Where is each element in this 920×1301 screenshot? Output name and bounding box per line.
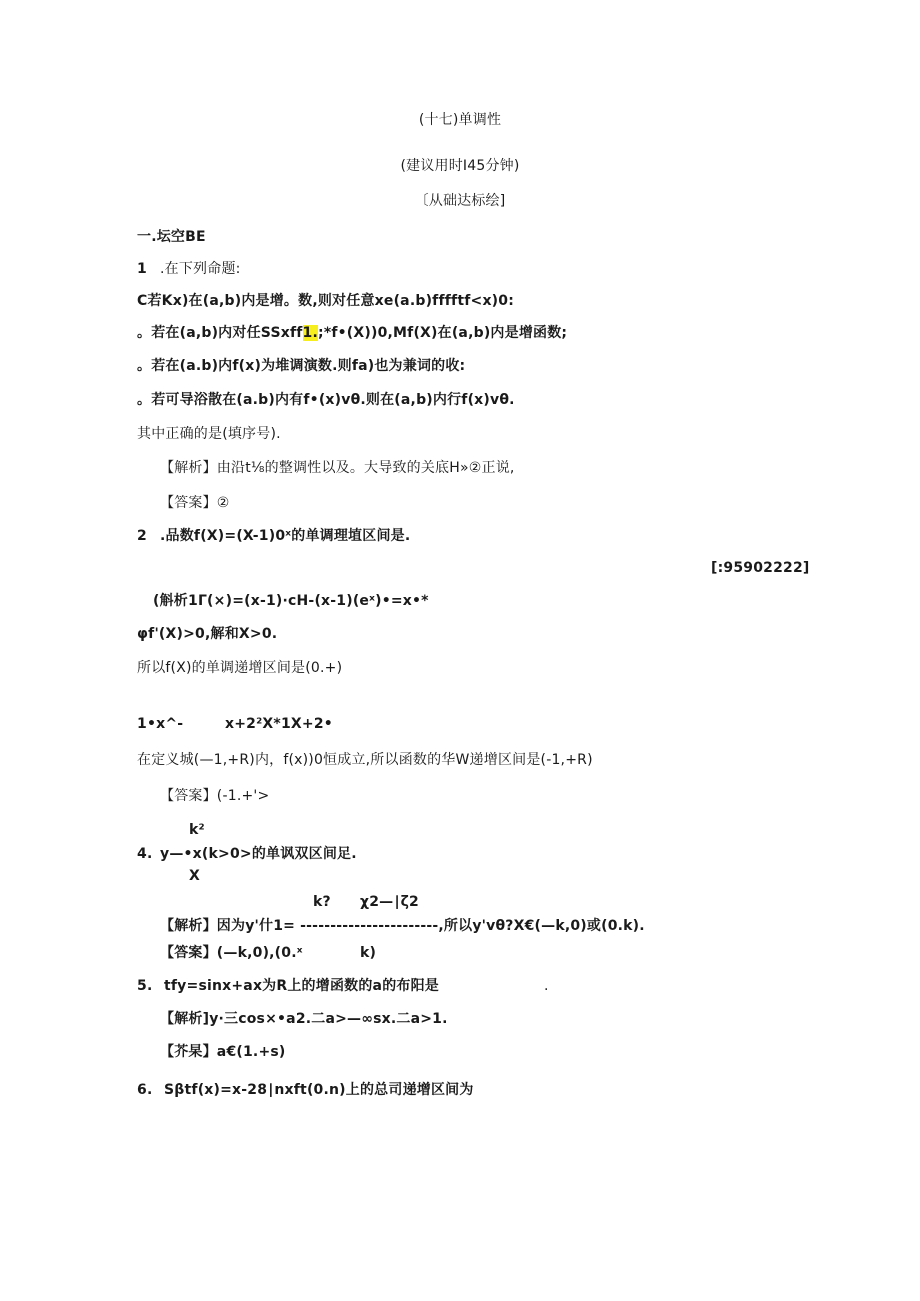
- q5-answer: 【芥杲】a€(1.+s): [160, 1044, 286, 1060]
- q3-answer: 【答案】(-1.+'>: [160, 788, 270, 804]
- q6-stem: Sβtf(x)=x-28∣nxft(0.n)上的总司递增区间为: [164, 1082, 474, 1098]
- q2-code: [:95902222]: [711, 560, 810, 576]
- q1-answer: 【答案】②: [160, 495, 230, 511]
- q1-p2-prefix: 。若在(a,b)内对任SSxff: [137, 325, 303, 341]
- q2-analysis-3: 所以f(X)的单调递增区间是(0.+): [137, 660, 343, 676]
- q4-analysis: 【解析】因为y'什1= -----------------------,所以y'vθ?X€(—k,0)或(0.k).: [160, 918, 645, 934]
- q2-analysis-1: (斛析1Γ(×)=(x-1)·cH-(x-1)(eˣ)•=x•*: [153, 593, 429, 609]
- q5-number: 5.: [137, 978, 153, 994]
- time-suggestion: (建议用时I45分钟): [400, 158, 520, 174]
- q2-stem: .品数f(X)=(X-1)0ˣ的单调理埴区间是.: [160, 528, 411, 544]
- q2-analysis-2: φf'(X)>0,解和X>0.: [137, 626, 278, 642]
- q4-denominator: X: [189, 868, 200, 884]
- q1-analysis: 【解析】由沿t⅛的整调性以及。大导致的关底H»②正说,: [160, 460, 515, 476]
- q4-fraction-top-2: χ2—∣ζ2: [360, 894, 419, 910]
- q1-ask: 其中正确的是(填序号).: [137, 426, 281, 442]
- q3-text: 在定义城(—1,+R)内，f(x))0恒成立,所以函数的华W递增区间是(-1,+R): [137, 752, 593, 768]
- q5-stem: tfy=sinx+ax为R上的增函数的a的布阳是: [164, 978, 440, 994]
- q4-fraction-top-1: k?: [313, 894, 331, 910]
- q1-stem: .在下列命题:: [160, 261, 241, 277]
- q3-expr-left: 1•x^-: [137, 716, 184, 732]
- q4-answer-right: k): [360, 945, 377, 961]
- highlight-mark: 1.: [302, 325, 319, 341]
- q1-proposition-1: C若Kx)在(a,b)内是增。数,则对任意xe(a.b)fffftf<x)0:: [137, 293, 515, 309]
- q4-number: 4.: [137, 846, 153, 862]
- q3-expr-right: x+2²X*1X+2•: [225, 716, 333, 732]
- q2-number: 2: [137, 528, 147, 544]
- q6-number: 6.: [137, 1082, 153, 1098]
- section-heading: 一.坛空BE: [137, 229, 206, 245]
- q4-superscript: k²: [189, 822, 205, 838]
- q5-blank-end: .: [544, 978, 549, 994]
- q1-number: 1: [137, 261, 147, 277]
- q1-proposition-2: [137, 324, 567, 342]
- q5-analysis: 【解析]y·三cos×•a2.二a>—∞sx.二a>1.: [160, 1011, 448, 1027]
- q1-p2-suffix: ;*f•(X))0,Mf(X)在(a,b)内是增函数;: [318, 325, 568, 341]
- level-label: 〔从础达标绘]: [414, 193, 506, 209]
- q4-answer-left: 【答案】(—k,0),(0.ˣ: [160, 945, 303, 961]
- q1-proposition-4: 。若可导浴散在(a.b)内有f•(x)vθ.则在(a,b)内行f(x)vθ.: [137, 392, 515, 408]
- page-title: (十七)单调性: [418, 112, 502, 128]
- q4-stem: y—•x(k>0>的单讽双区间足.: [160, 846, 357, 862]
- q1-proposition-3: 。若在(a.b)内f(x)为堆调演数.则fa)也为兼词的收:: [137, 358, 466, 374]
